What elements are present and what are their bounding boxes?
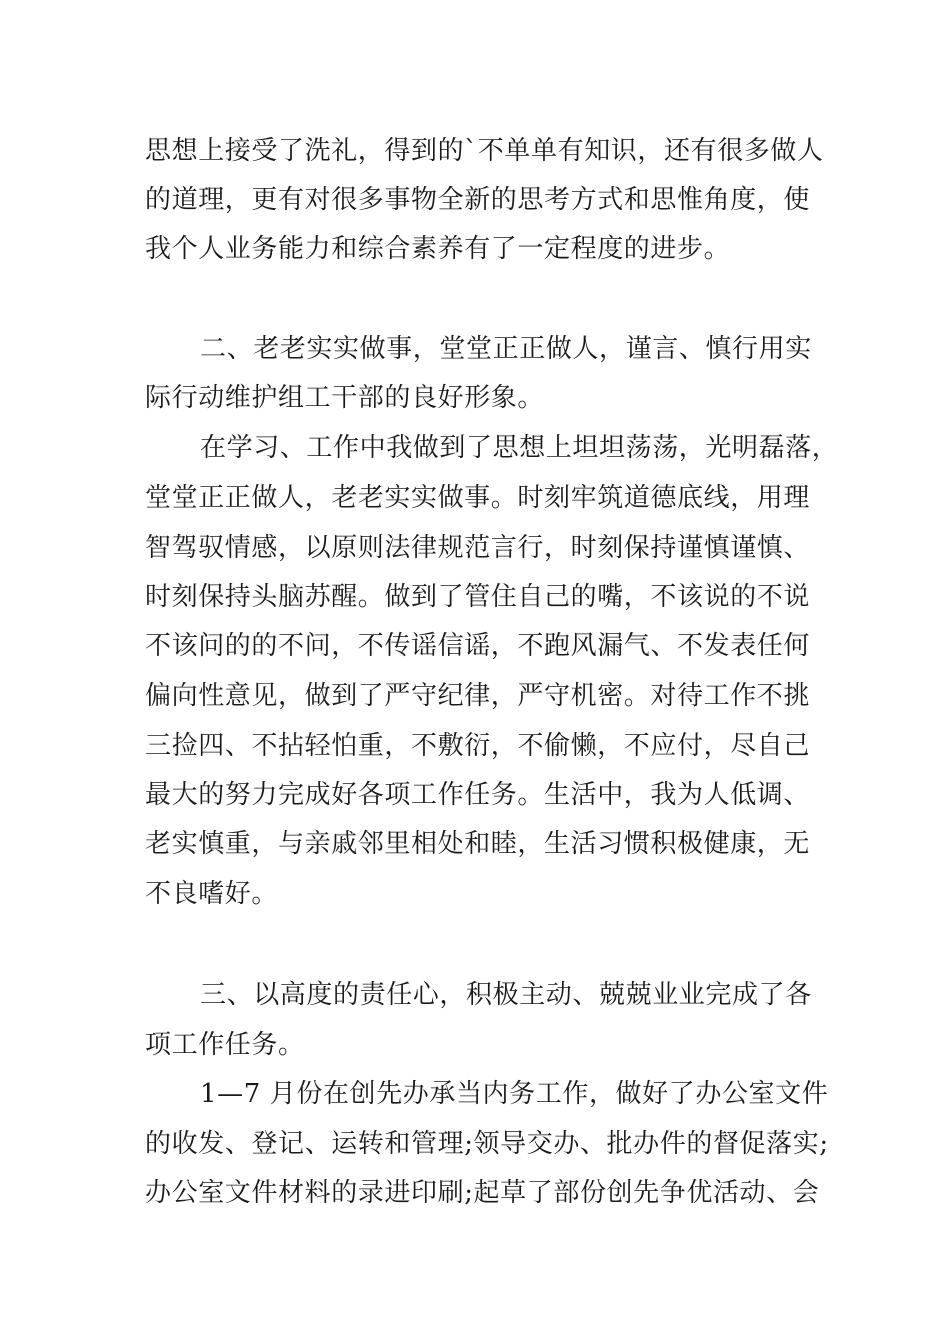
text-line: 思想上接受了洗礼，得到的`不单单有知识，还有很多做人	[145, 136, 824, 166]
section-heading: 三、以高度的责任心，积极主动、兢兢业业完成了各	[200, 980, 812, 1010]
text-line: 的收发、登记、运转和管理;领导交办、批办件的督促落实;	[145, 1129, 829, 1159]
text-line: 我个人业务能力和综合素养有了一定程度的进步。	[145, 234, 731, 264]
text-line: 老实慎重，与亲戚邻里相处和睦，生活习惯积极健康，无	[145, 829, 811, 859]
text-line: 最大的努力完成好各项工作任务。生活中，我为人低调、	[145, 780, 811, 810]
text-line: 1—7 月份在创先办承当内务工作，做好了办公室文件	[200, 1079, 829, 1109]
text-line: 偏向性意见，做到了严守纪律，严守机密。对待工作不挑	[145, 681, 811, 711]
text-line: 不该问的的不问，不传谣信谣，不跑风漏气、不发表任何	[145, 631, 811, 661]
text-line: 堂堂正正做人，老老实实做事。时刻牢筑道德底线，用理	[145, 483, 811, 513]
text-line: 时刻保持头脑苏醒。做到了管住自己的嘴，不该说的不说	[145, 582, 811, 612]
text-line: 的道理，更有对很多事物全新的思考方式和思惟角度，使	[145, 185, 811, 215]
text-line: 办公室文件材料的录进印刷;起草了部份创先争优活动、会	[145, 1178, 820, 1208]
text-line: 不良嗜好。	[145, 879, 279, 909]
text-line: 三捡四、不拈轻怕重，不敷衍，不偷懒，不应付，尽自己	[145, 731, 811, 761]
text-line: 智驾驭情感，以原则法律规范言行，时刻保持谨慎谨慎、	[145, 533, 811, 563]
section-heading-continued: 项工作任务。	[145, 1030, 305, 1060]
section-heading-continued: 际行动维护组工干部的良好形象。	[145, 383, 545, 413]
section-heading: 二、老老实实做事，堂堂正正做人，谨言、慎行用实	[200, 334, 812, 364]
text-line: 在学习、工作中我做到了思想上坦坦荡荡，光明磊落，	[200, 433, 839, 463]
